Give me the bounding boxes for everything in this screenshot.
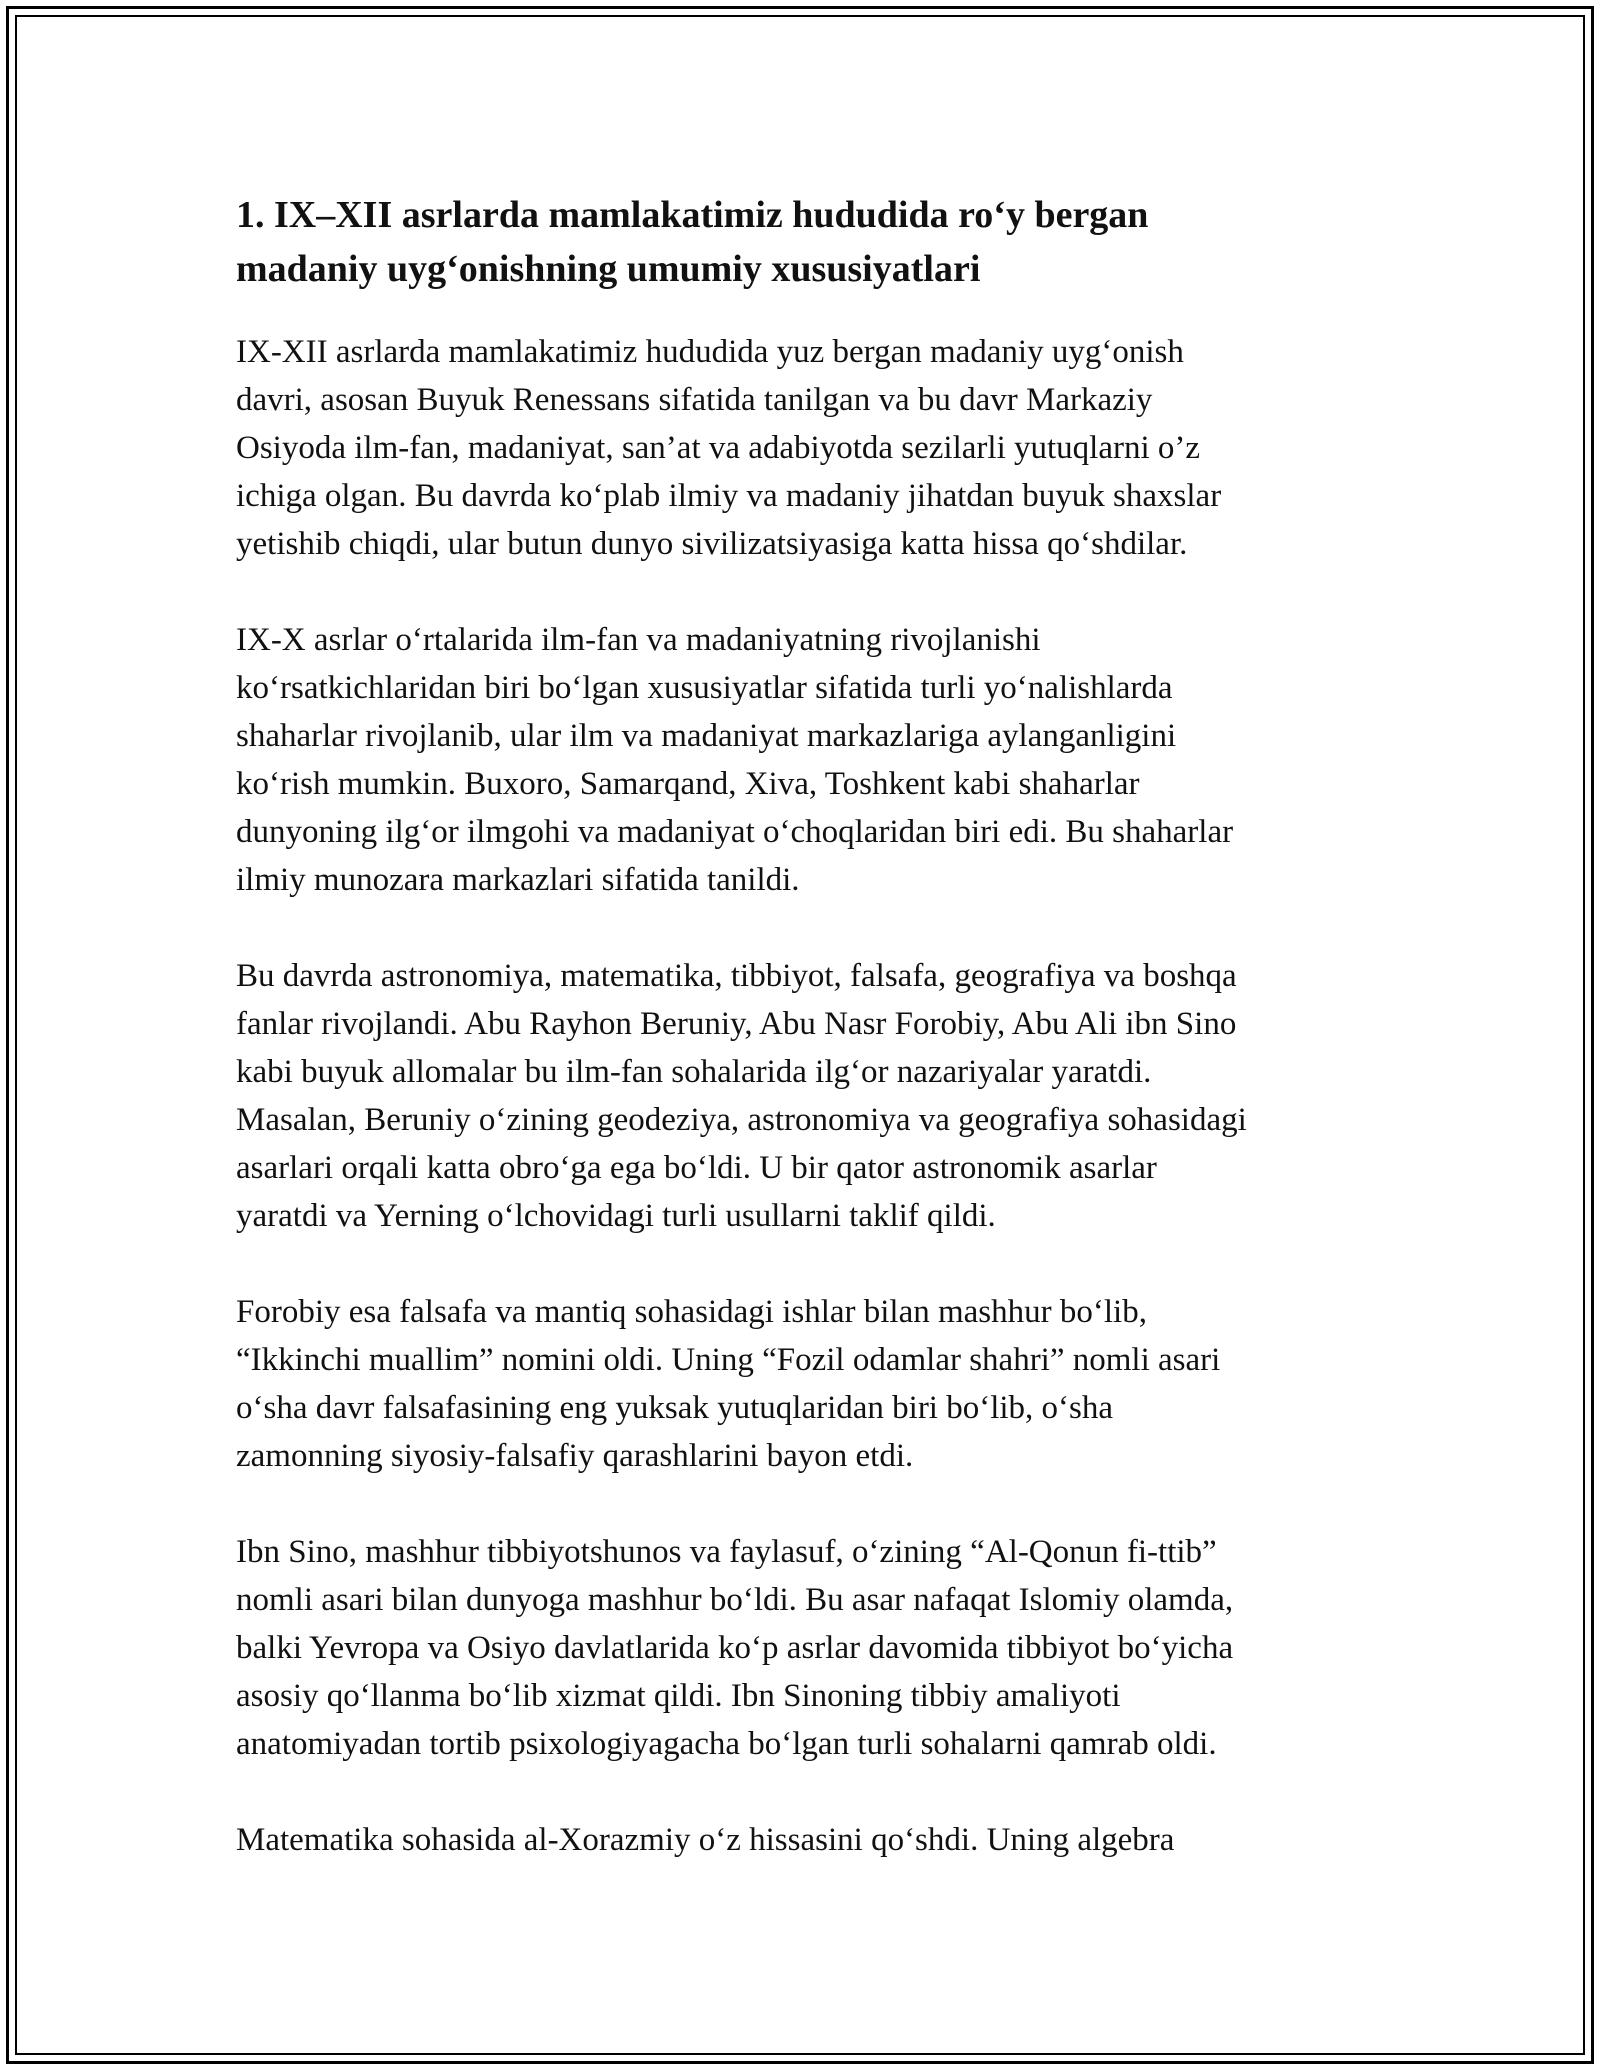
paragraph-ibn-sino: Ibn Sino, mashhur tibbiyotshunos va faylasuf, o‘zining “Al-Qonun fi-ttib” nomli asari bilan dunyoga mashhur bo‘ldi. Bu asar nafaqat Islomiy olamda, balki Yevropa va Osiyo davlatlarida ko‘p asrlar davomida tibbiyot bo‘yicha asosiy qo‘llanma bo‘lib xizmat qildi. Ibn Sinoning tibbiy amaliyoti anatomiyadan tortib psixologiyagacha bo‘lgan turli sohalarni qamrab oldi. bbox=[236, 1534, 1234, 1762]
document-body bbox=[236, 188, 1366, 1912]
paragraph-sciences: Bu davrda astronomiya, matematika, tibbiyot, falsafa, geografiya va boshqa fanlar rivojlandi. Abu Rayhon Beruniy, Abu Nasr Forobiy, Abu Ali ibn Sino kabi buyuk allomalar bu ilm-fan sohalarida ilg‘or nazariyalar yaratdi. Masalan, Beruniy o‘zining geodeziya, astronomiya va geografiya sohasidagi asarlari orqali katta obro‘ga ega bo‘ldi. U bir qator astronomik asarlar yaratdi va Yerning o‘lchovidagi turli usullarni taklif qildi. bbox=[236, 958, 1247, 1234]
paragraph-farabi: Forobiy esa falsafa va mantiq sohasidagi ishlar bilan mashhur bo‘lib, “Ikkinchi muallim” nomini oldi. Uning “Fozil odamlar shahri” nomli asari o‘sha davr falsafasining eng yuksak yutuqlaridan biri bo‘lib, o‘sha zamonning siyosiy-falsafiy qarashlarini bayon etdi. bbox=[236, 1294, 1221, 1474]
section-heading: 1. IX–XII asrlarda mamlakatimiz hududida ro‘y bergan madaniy uyg‘onishning umumiy xususiyatlari bbox=[236, 194, 1149, 290]
paragraph-renaissance-intro: IX-XII asrlarda mamlakatimiz hududida yuz bergan madaniy uyg‘onish davri, asosan Buyuk Renessans sifatida tanilgan va bu davr Markaziy Osiyoda ilm-fan, madaniyat, san’at va adabiyotda sezilarli yutuqlarni o’z ichiga olgan. Bu davrda ko‘plab ilmiy va madaniy jihatdan buyuk shaxslar yetishib chiqdi, ular butun dunyo sivilizatsiyasiga katta hissa qo‘shdilar. bbox=[236, 334, 1222, 562]
paragraph-al-khwarizmi: Matematika sohasida al-Xorazmiy o‘z hissasini qo‘shdi. Uning algebra bbox=[236, 1822, 1175, 1858]
paragraph-cities: IX-X asrlar o‘rtalarida ilm-fan va madaniyatning rivojlanishi ko‘rsatkichlaridan biri bo‘lgan xususiyatlar sifatida turli yo‘nalishlarda shaharlar rivojlanib, ular ilm va madaniyat markazlariga aylanganligini ko‘rish mumkin. Buxoro, Samarqand, Xiva, Toshkent kabi shaharlar dunyoning ilg‘or ilmgohi va madaniyat o‘choqlaridan biri edi. Bu shaharlar ilmiy munozara markazlari sifatida tanildi. bbox=[236, 622, 1234, 898]
